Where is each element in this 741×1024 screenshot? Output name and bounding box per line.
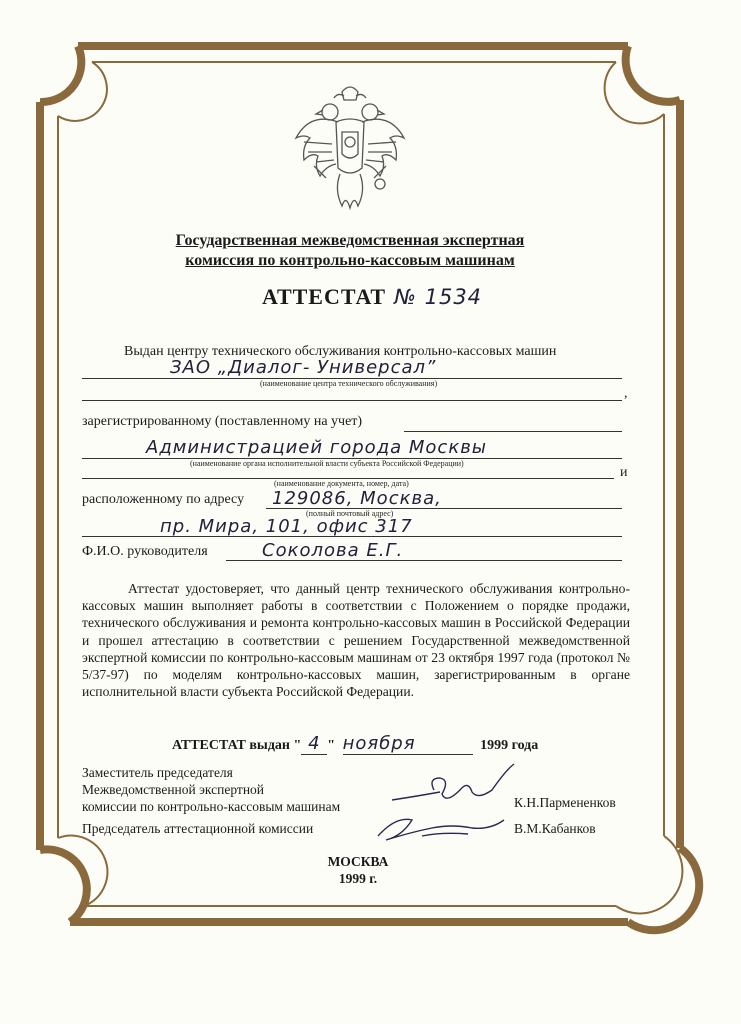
deputy-name: К.Н.Пармененков	[514, 795, 616, 810]
deputy-line1: Заместитель председателя	[82, 765, 233, 780]
chair-signature	[372, 806, 512, 846]
org-title-line2: комиссия по контрольно-кассовым машинам	[185, 252, 515, 269]
org-title-line1: Государственная межведомственная экспертная	[175, 232, 525, 249]
address-caption: (полный почтовый адрес)	[306, 509, 394, 518]
issue-month: ноября	[343, 733, 473, 755]
and-label: и	[620, 465, 628, 480]
head-name: Соколова Е.Г.	[262, 540, 404, 561]
registered-underline	[404, 431, 622, 432]
issue-day: 4	[301, 733, 327, 755]
deputy-title	[82, 764, 340, 815]
russian-coat-of-arms-emblem	[290, 82, 410, 214]
center-name: ЗАО „Диалог- Универсал”	[170, 357, 437, 378]
certificate-label: АТТЕСТАТ	[262, 284, 387, 309]
document-caption: (наименование документа, номер, дата)	[274, 479, 409, 488]
quote-close: "	[327, 738, 336, 753]
address-label: расположенному по адресу	[82, 492, 245, 507]
center-underline-2	[82, 400, 622, 401]
registered-label: зарегистрированному (поставленному на учет)	[82, 414, 363, 429]
issue-label: АТТЕСТАТ выдан	[172, 738, 291, 753]
center-caption: (наименование центра технического обслуживания)	[260, 379, 438, 388]
head-underline	[226, 560, 622, 561]
address-line1: 129086, Москва,	[272, 488, 442, 509]
comma: ,	[624, 386, 628, 401]
issue-year: 1999 года	[480, 738, 539, 753]
chair-name: В.М.Кабанков	[514, 821, 596, 836]
deputy-signature	[388, 760, 518, 810]
certification-text: Аттестат удостоверяет, что данный центр технического обслуживания контрольно-кассовых машин выполняет работы в соответствии с Положением о порядке продажи, технического обслуживания и ремонта контрольно-кассовых машин в Российской Федерации и прошел аттестацию в соответствии с решением Государственной межведомственной экспертной комиссии по контрольно-кассовым машинам от 23 октября 1997 года (протокол № 5/37-97) по моделям контрольно-кассовых машин, зарегистрированным в органе исполнительной власти субъекта Российской Федерации.	[82, 581, 630, 700]
issued-to-label: Выдан центру технического обслуживания контрольно-кассовых машин	[124, 344, 557, 359]
chair-label: Председатель аттестационной комиссии	[82, 821, 314, 836]
issue-date-row	[172, 733, 538, 755]
deputy-line2: Межведомственной экспертной	[82, 782, 265, 797]
authority-name: Администрацией города Москвы	[146, 437, 488, 458]
deputy-line3: комиссии по контрольно-кассовым машинам	[82, 799, 341, 814]
certificate-heading	[262, 284, 482, 310]
address-underline-2	[82, 536, 622, 537]
certificate-number: № 1534	[394, 285, 483, 309]
head-label: Ф.И.О. руководителя	[82, 544, 208, 559]
footer-city: МОСКВА	[327, 854, 389, 869]
footer-year: 1999 г.	[338, 871, 378, 886]
authority-caption: (наименование органа исполнительной власти субъекта Российской Федерации)	[190, 459, 464, 468]
quote-open: "	[293, 738, 302, 753]
address-line2: пр. Мира, 101, офис 317	[160, 516, 413, 537]
